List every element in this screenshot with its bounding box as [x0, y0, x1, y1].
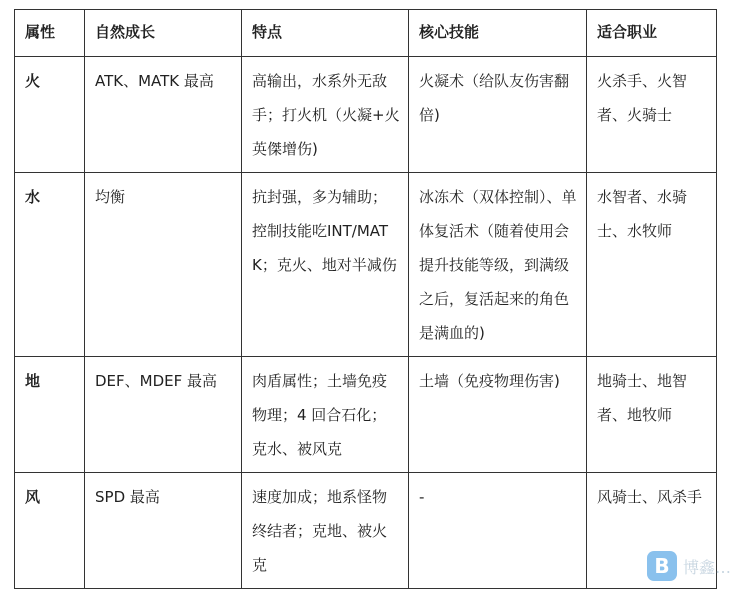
row-attribute: 地 — [15, 357, 85, 473]
header-skills: 核心技能 — [409, 10, 587, 57]
attribute-table — [14, 9, 717, 589]
row-attribute: 水 — [15, 173, 85, 357]
watermark-text: 博鑫… — [682, 557, 731, 577]
row-growth: DEF、MDEF 最高 — [85, 357, 242, 473]
row-features: 速度加成；地系怪物终结者；克地、被火克 — [242, 473, 409, 589]
watermark — [647, 551, 731, 581]
row-skills: 火凝术（给队友伤害翻倍) — [409, 57, 587, 173]
row-jobs: 火杀手、火智者、火骑士 — [587, 57, 717, 173]
row-growth: 均衡 — [85, 173, 242, 357]
row-jobs: 地骑士、地智者、地牧师 — [587, 357, 717, 473]
row-skills: 土墙（免疫物理伤害) — [409, 357, 587, 473]
table-header-row — [15, 10, 717, 57]
header-jobs: 适合职业 — [587, 10, 717, 57]
header-attribute: 属性 — [15, 10, 85, 57]
table-row — [15, 173, 717, 357]
row-jobs: 水智者、水骑士、水牧师 — [587, 173, 717, 357]
header-features: 特点 — [242, 10, 409, 57]
table-row — [15, 473, 717, 589]
watermark-logo-icon: B — [647, 551, 677, 581]
row-growth: SPD 最高 — [85, 473, 242, 589]
row-attribute: 风 — [15, 473, 85, 589]
row-jobs: 风骑士、风杀手 — [587, 473, 717, 589]
row-skills: - — [409, 473, 587, 589]
row-features: 高输出，水系外无敌手；打火机（火凝+火英傑增伤) — [242, 57, 409, 173]
row-features: 肉盾属性；土墙免疫物理；4 回合石化；克水、被风克 — [242, 357, 409, 473]
row-features: 抗封强，多为辅助；控制技能吃INT/MATK；克火、地对半减伤 — [242, 173, 409, 357]
row-skills: 冰冻术（双体控制）、单体复活术（随着使用会提升技能等级，到满级之后，复活起来的角色是满血的) — [409, 173, 587, 357]
row-attribute: 火 — [15, 57, 85, 173]
row-growth: ATK、MATK 最高 — [85, 57, 242, 173]
table-row — [15, 357, 717, 473]
header-growth: 自然成长 — [85, 10, 242, 57]
table-row — [15, 57, 717, 173]
